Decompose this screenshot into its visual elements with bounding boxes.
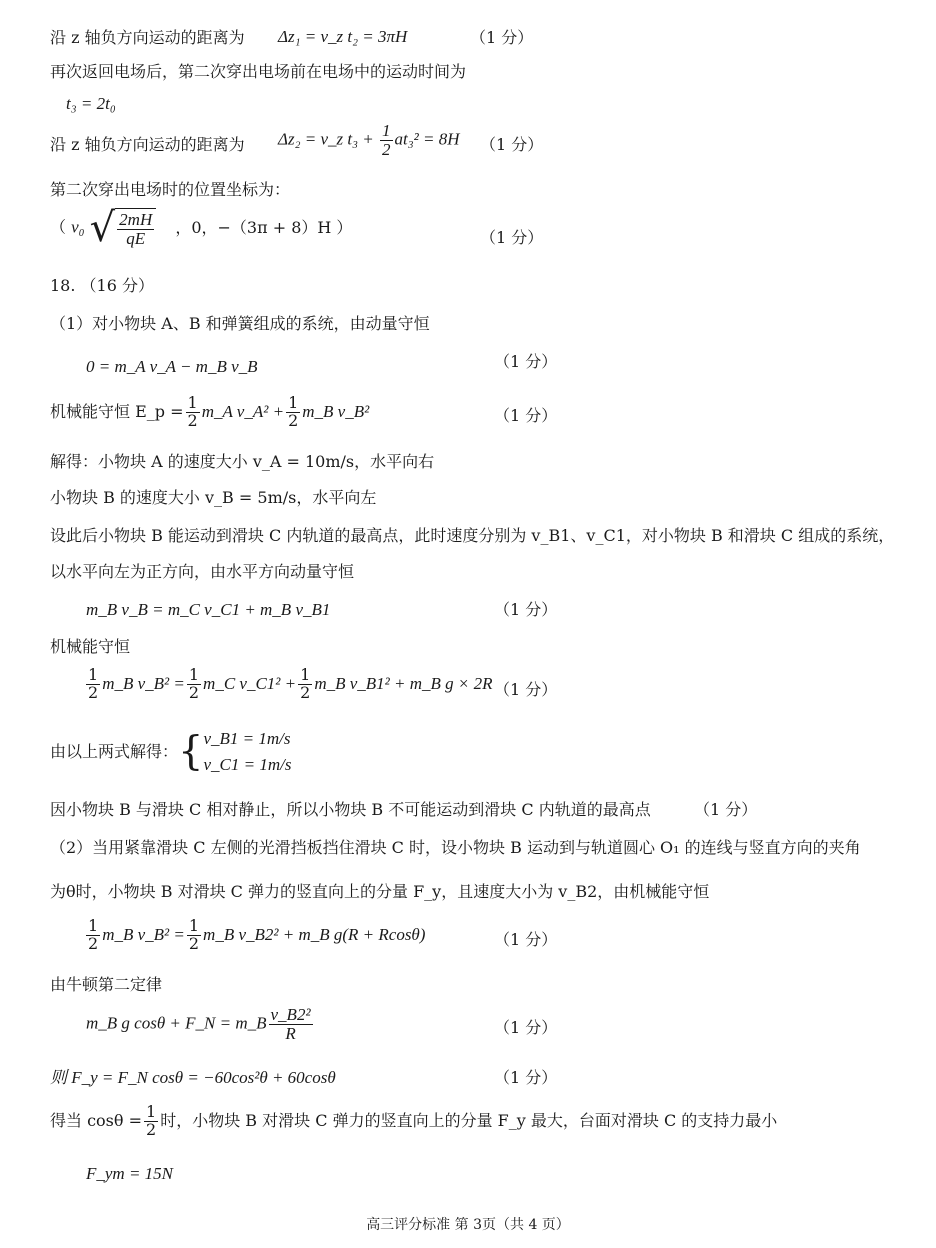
text-line: 沿 z 轴负方向运动的距离为 (50, 135, 245, 154)
equation: Δz₁ = v_z t₂ = 3πH (278, 27, 408, 46)
fraction: $\frac{1}{2}$ (382, 121, 391, 159)
question-heading: 18. （16 分） (50, 276, 154, 295)
points-label: （1 分） (480, 135, 544, 154)
left-brace-icon: { (178, 728, 204, 775)
solution-system: 由以上两式解得：{ v_B1 = 1m/s v_C1 = 1m/s (50, 728, 292, 775)
text-line: 第二次穿出电场时的位置坐标为： (50, 180, 291, 199)
equation: t₃ = 2t₀ (66, 94, 116, 113)
square-root: √ $\frac{2mH}{qE}$ (90, 208, 157, 248)
points-label: （1 分） (494, 1068, 558, 1087)
points-label: （1 分） (494, 600, 558, 619)
equation: $\frac{1}{2}$ m_B v_B² = $\frac{1}{2}$ m_B v_B2² + m_B g(R + Rcosθ) (88, 916, 426, 953)
equation: $\frac{1}{2}$ m_B v_B² = $\frac{1}{2}$ m_C v_C1² + $\frac{1}{2}$ m_B v_B1² + m_B g × 2R (88, 665, 493, 702)
text-line: 解得：小物块 A 的速度大小 v_A = 10m/s，水平向右 (50, 452, 435, 471)
points-label: （1 分） (694, 800, 758, 819)
text-line: （2）当用紧靠滑块 C 左侧的光滑挡板挡住滑块 C 时，设小物块 B 运动到与轨道圆心 O₁ 的连线与竖直方向的夹角 (50, 838, 861, 857)
points-label: （1 分） (494, 352, 558, 371)
page-footer: 高三评分标准 第 3页（共 4 页） (366, 1217, 570, 1233)
equation: 0 = m_A v_A − m_B v_B (86, 357, 258, 376)
points-label: （1 分） (470, 28, 534, 47)
text-line: 为θ时，小物块 B 对滑块 C 弹力的竖直向上的分量 F_y，且速度大小为 v_B2，由机械能守恒 (50, 882, 710, 901)
text-line: （1）对小物块 A、B 和弹簧组成的系统，由动量守恒 (50, 314, 430, 333)
text-line: 因小物块 B 与滑块 C 相对静止，所以小物块 B 不可能运动到滑块 C 内轨道的最高点 (50, 800, 651, 819)
text-line: 以水平向左为正方向，由水平方向动量守恒 (50, 562, 355, 581)
text-line: 小物块 B 的速度大小 v_B = 5m/s，水平向左 (50, 488, 377, 507)
text-line: 机械能守恒 (50, 637, 131, 656)
text-line: 再次返回电场后，第二次穿出电场前在电场中的运动时间为 (50, 62, 467, 81)
points-label: （1 分） (494, 406, 558, 425)
text-line: 由牛顿第二定律 (50, 975, 163, 994)
coordinate-expression: （ v₀ √ $\frac{2mH}{qE}$ ，0，−（3π + 8）H ） (50, 205, 353, 251)
text-line: 设此后小物块 B 能运动到滑块 C 内轨道的最高点，此时速度分别为 v_B1、v_C1，对小物块 B 和滑块 C 组成的系统， (50, 526, 895, 545)
points-label: （1 分） (494, 1018, 558, 1037)
points-label: （1 分） (494, 680, 558, 699)
equation: Δz₂ = v_z t₃ + $\frac{1}{2}$ at₃² = 8H (278, 121, 460, 159)
equation: m_B v_B = m_C v_C1 + m_B v_B1 (86, 600, 331, 619)
equation: 机械能守恒 E_p = $\frac{1}{2}$ m_A v_A² + $\frac{1}{2}$ m_B v_B² (50, 393, 370, 430)
text-line: 沿 z 轴负方向运动的距离为 (50, 28, 245, 47)
text-line: 得当 cosθ = $\frac{1}{2}$ 时，小物块 B 对滑块 C 弹力的竖直向上的分量 F_y 最大，台面对滑块 C 的支持力最小 (50, 1102, 778, 1139)
equation: F_ym = 15N (86, 1164, 174, 1183)
equation: m_B g cosθ + F_N = m_B $\frac{\text{v\_B2²}}{R}$ (86, 1005, 311, 1043)
points-label: （1 分） (494, 930, 558, 949)
points-label: （1 分） (480, 228, 544, 247)
equation: 则 F_y = F_N cosθ = −60cos²θ + 60cosθ (50, 1068, 336, 1087)
